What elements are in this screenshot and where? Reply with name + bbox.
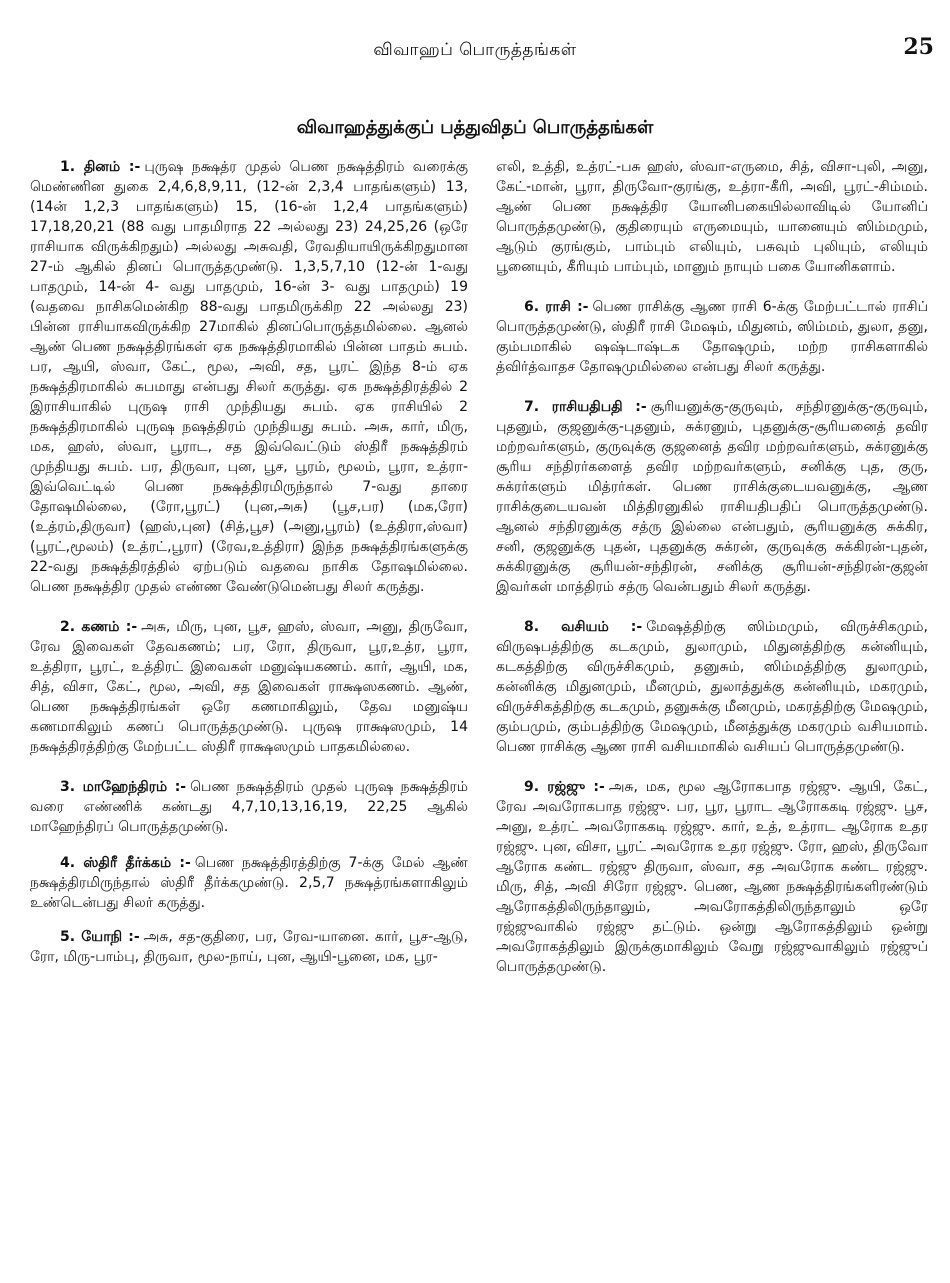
heading-mahendram: 3. மாஹேந்திரம் :- (60, 779, 187, 795)
paragraph-stree-deerkam (30, 853, 468, 913)
text-rasi: பெண ராசிக்கு ஆண ராசி 6-க்கு மேற்பட்டால் ராசிப் பொருத்தமுண்டு, ஸ்திரீ ராசி மேஷம், மிதுனம், ஸிம்மம், துலா, தனு, கும்பமாகில் ஷஷ்டாஷ்டக தோஷமும், மற்ற ராசிகளாகில் த்விர்த்வாதச தோஷமுமில்லை என்பது சிலர் கருத்து. (496, 299, 928, 375)
paragraph-yoni (30, 927, 468, 967)
section-title: விவாஹத்துக்குப் பத்துவிதப் பொருத்தங்கள் (296, 117, 654, 138)
heading-dinam: 1. தினம் :- (60, 159, 141, 175)
paragraph-mahendram (30, 777, 468, 837)
right-column (496, 157, 928, 977)
heading-rasi: 6. ராசி :- (524, 299, 589, 315)
paragraph-rasi (496, 297, 928, 377)
heading-stree-deerkam: 4. ஸ்திரீ தீர்க்கம் :- (60, 855, 191, 871)
text-dinam: புருஷ நக்ஷத்ர முதல் பெண நக்ஷத்திரம் வரைக்கு மெண்ணின துகை 2,4,6,8,9,11, (12-ன் 2,3,4 பாதங்களும்) 13, (14ன் 1,2,3 பாதங்களும்) 15, (16-ன் 1,2,4 பாதங்களும்) 17,18,20,21 (88 வது பாதமிராத 22 அல்லது 23) 24,25,26 (ஒரே ராசியாக விருக்கிறதும்) அல்லது அசுவதி, ரேவதியாயிருக்கிறதுமான 27-ம் ஆகில் தினப் பொருத்தமுண்டு. 1,3,5,7,10 (12-ன் 1-வது பாதமும், 14-ன் 4- வது பாதமும், 16-ன் 3- வது பாதமும்) 19 (வதவை நாசிகமென்கிற 88-வது பாதமிருக்கிற 22 அல்லது 23) பின்ன ராசியாகவிருக்கிற 27மாகில் தினப்பொருத்தமில்லை. ஆனல் ஆண் பெண நக்ஷத்திரங்கள் ஏக நக்ஷத்திரமாகில் பின்ன பாதம் சுபம். பர, ஆயி, ஸ்வா, கேட், மூல, அவி, சத, பூரட் இந்த 8-ம் ஏக நக்ஷத்திரமாகில் சுபமாது என்பது சிலர் கருத்து. ஏக நக்ஷத்திரத்தில் 2 இராசியாகில் புருஷ ராசி முந்தியது சுபம். ஏக ராசியில் 2 நக்ஷத்திரமாகில் புருஷ நஷத்திரம் முந்தியது சுபம். அசு, கார், மிரு, மக, ஹஸ், ஸ்வா, பூராட, சத இவ்வெட்டும் ஸ்திரீ நக்ஷத்திரம் முந்தியது சுபம். பர, திருவா, புன, பூச, பூரம், மூலம், பூரா, உத்ரா-இவ்வெட்டில் பெண நக்ஷத்திரமிருந்தால் 7-வது தாரை தோஷமில்லை, (ரோ,பூரட்) (புன,அசு) (பூச,பர) (மக,ரோ) (உத்ரம்,திருவா) (ஹஸ்,புன) (சித்,பூச) (அனு,பூரம்) (உத்திரா,ஸ்வா) (பூரட்,மூலம்) (உத்ரட்,பூரா) (ரேவ,உத்திரா) இந்த நக்ஷத்திரங்களுக்கு 22-வது நக்ஷத்திரத்தில் ஏற்படும் வதவை நாசிக தோஷமில்லை. பெண நக்ஷத்திர முதல் எண்ண வேண்டுமென்பது சிலர் கருத்து. (30, 159, 468, 595)
text-rajju: அசு, மக, மூல ஆரோகபாத ரஜ்ஜு. ஆயி, கேட், ரேவ அவரோகபாத ரஜ்ஜு. பர, பூர, பூராட ஆரோககடி ரஜ்ஜு. பூச, அனு, உத்ரட் அவரோககடி ரஜ்ஜு. கார், உத், உத்ராட ஆரோக உதர ரஜ்ஜு. புன, விசா, பூரட் அவரோக உதர ரஜ்ஜு. ரோ, ஹஸ், திருவோ ஆரோக கண்ட ரஜ்ஜு திருவா, ஸ்வா, சத அவரோக கண்ட ரஜ்ஜு. மிரு, சித், அவி சிரோ ரஜ்ஜு. பெண, ஆண நக்ஷத்திரங்களிரண்டும் ஆரோகத்திலிருந்தாலும், அவரோகத்திலிருந்தாலும் ஒரே ரஜ்ஜுவாகில் ரஜ்ஜு தட்டும். ஒன்று ஆரோகத்திலும் ஒன்று அவரோகத்திலும் இருக்குமாகிலும் வேறு ரஜ்ஜுவாகிலும் ரஜ்ஜுப் பொருத்தமுண்டு. (496, 779, 928, 975)
heading-vasiyam: 8. வசியம் :- (524, 619, 643, 635)
left-column (30, 157, 468, 967)
paragraph-rajju (496, 777, 928, 977)
heading-yoni: 5. யோநி :- (60, 929, 140, 945)
text-rasiyadhipathi: சூரியனுக்கு-குருவும், சந்திரனுக்கு-குருவும், புதனும், குஜனுக்கு-புதனும், சுக்ரனும், புதனுக்கு-சூரியனைத் தவிர மற்றவர்களும், குருவுக்கு குஜனைத் தவிர மற்றவர்களும், சுக்ரனுக்கு சூரிய சந்திரர்களைத் தவிர மற்றவர்களும், சனிக்கு புத, குரு, சுக்ரர்களும் மித்ரர்கள். பெண ராசிக்குடையவனுக்கு, ஆண ராசிக்குடையவன் மித்திரனுகில் ராசியதிபதிப் பொருத்தமுண்டு. ஆனல் சந்திரனுக்கு சத்ரு இல்லை என்பதும், சூரியனுக்கு சுக்கிர, சனி, குஜனுக்கு புதன், புதனுக்கு சுக்ரன், குருவுக்கு சுக்கிரன்-புதன், சுக்கிரனுக்கு சூரியன்-சந்திரன், சனிக்கு சூரியன்-சந்திரன்-குஜன் இவர்கள் மாத்திரம் சத்ரு வென்பதும் சிலர் கருத்து. (496, 399, 929, 595)
paragraph-dinam (30, 157, 468, 597)
paragraph-ganam (30, 617, 468, 757)
heading-rasiyadhipathi: 7. ராசியதிபதி :- (524, 399, 647, 415)
paragraph-yoni-continued (496, 157, 928, 277)
paragraph-vasiyam (496, 617, 928, 757)
running-head: விவாஹப் பொருத்தங்கள் (373, 40, 577, 60)
text-mahendram: பெண நக்ஷத்திரம் முதல் புருஷ நக்ஷத்திரம் வரை எண்ணிக் கண்டது 4,7,10,13,16,19, 22,25 ஆகில் மாஹேந்திரப் பொருத்தமுண்டு. (30, 779, 468, 835)
text-stree-deerkam: பெண நக்ஷத்திரத்திற்கு 7-க்கு மேல் ஆண் நக்ஷத்திரமிருந்தால் ஸ்திரீ தீர்க்கமுண்டு. 2,5,7 நக்ஷத்ரங்களாகிலும் உண்டென்பது சிலர் கருத்து. (30, 855, 468, 911)
text-yoni: அசு, சத-குதிரை, பர, ரேவ-யானை. கார், பூச-ஆடு, ரோ, மிரு-பாம்பு, திருவா, மூல-நாய், புன, ஆயி-பூனை, மக, பூர- (30, 929, 468, 965)
heading-ganam: 2. கணம் :- (60, 619, 138, 635)
heading-rajju: 9. ரஜ்ஜு :- (524, 779, 605, 795)
text-yoni-continued: எலி, உத்தி, உத்ரட்-பசு ஹஸ், ஸ்வா-எருமை, சித், விசா-புலி, அனு, கேட்-மான், பூரா, திருவோ-குரங்கு, உத்ரா-கீரி, அவி, பூரட்-சிம்மம். ஆண் பெண நக்ஷத்திர யோனிபகையில்லாவிடில் யோனிப் பொருத்தமுண்டு, குதிரையும் எருமையும், யானையும் ஸிம்மமும், ஆடும் குரங்கும், பாம்பும் எலியும், பசுவும் புலியும், எலியும் பூனையும், கீரியும் பாம்பும், மானும் நாயும் பகை யோனிகளாம். (496, 159, 928, 275)
paragraph-rasiyadhipathi (496, 397, 928, 597)
page-number: 25 (903, 34, 934, 60)
text-ganam: அசு, மிரு, புன, பூச, ஹஸ், ஸ்வா, அனு, திருவோ, ரேவ இவைகள் தேவகணம்; பர, ரோ, திருவா, பூர,உத்ர, பூரா, உத்திரா, பூரட், உத்திரட் இவைகள் மனுஷ்யகணம். கார், ஆயி, மக, சித், விசா, கேட், மூல, அவி, சத இவைகள் ராக்ஷஸகணம். ஆண், பெண நக்ஷத்திரங்கள் ஒரே கணமாகிலும், தேவ மனுஷ்ய கணமாகிலும் கணப் பொருத்தமுண்டு. புருஷ ராக்ஷஸமும், 14 நக்ஷத்திரத்திற்கு மேற்பட்ட ஸ்திரீ ராக்ஷஸமும் பாதகமில்லை. (30, 619, 468, 755)
text-vasiyam: மேஷத்திற்கு ஸிம்மமும், விருச்சிகமும், விருஷபத்திற்கு கடகமும், துலாமும், மிதுனத்திற்கு கன்னியும், கடகத்திற்கு விருச்சிகமும், தனுசும், ஸிம்மத்திற்கு துலாமும், கன்னிக்கு மிதுனமும், மீனமும், துலாத்துக்கு கன்னியும், மகரமும், விருச்சிகத்திற்கு கடகமும், தனுசுக்கு மீனமும், மகரத்திற்கு மேஷமும், கும்பமும், கும்பத்திற்கு மேஷமும், மீனத்துக்கு மகரமும் வசியமாம். பெண ராசிக்கு ஆண ராசி வசியமாகில் வசியப் பொருத்தமுண்டு. (496, 619, 928, 755)
